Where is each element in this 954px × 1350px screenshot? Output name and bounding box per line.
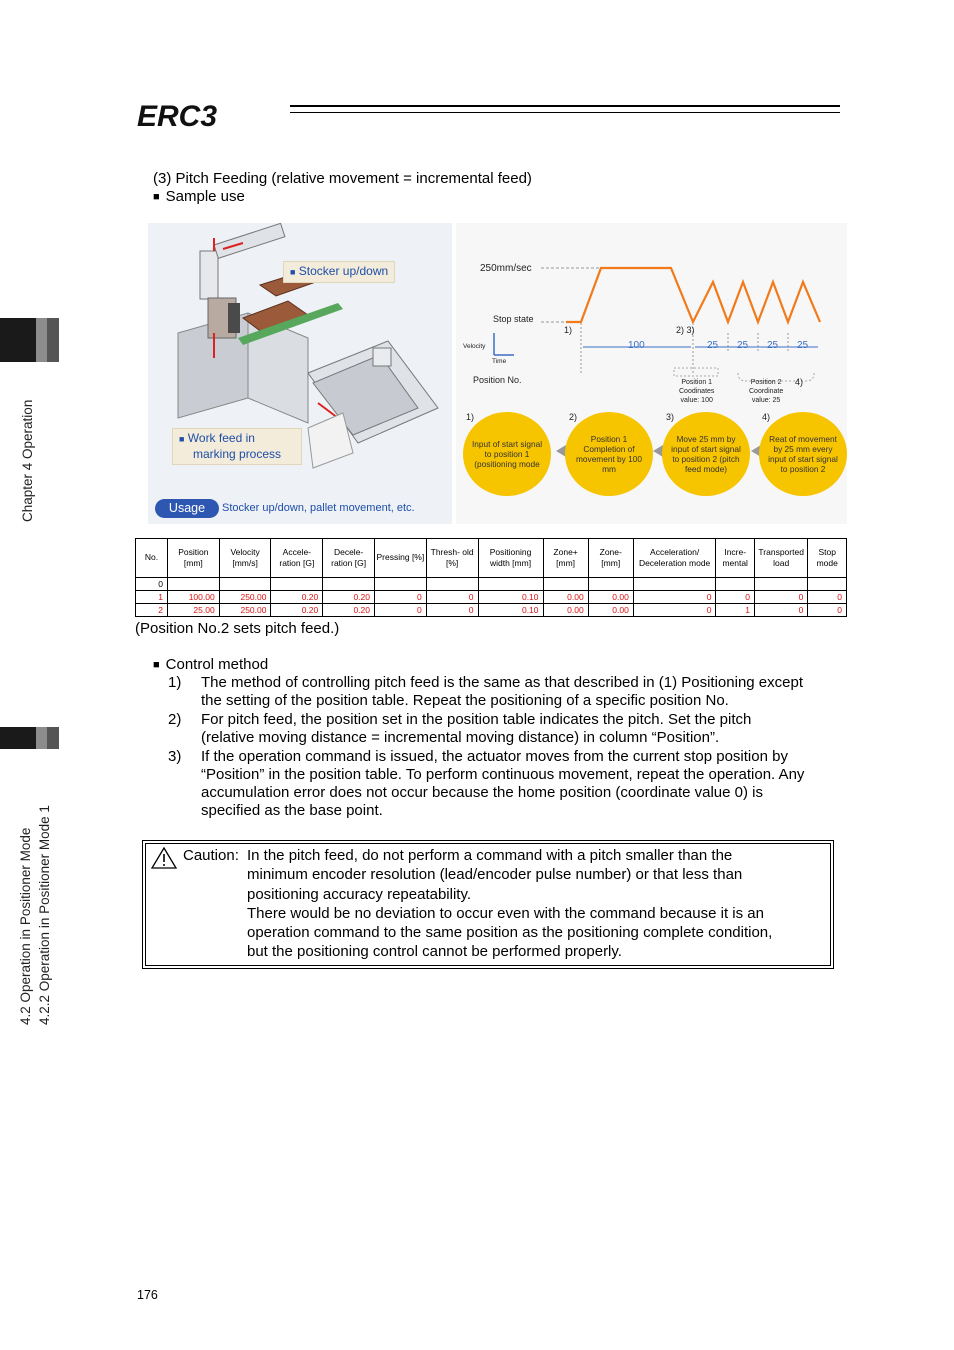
table-row bbox=[136, 578, 847, 591]
usage-pill: Usage bbox=[155, 499, 219, 518]
table-cell: 0.00 bbox=[588, 604, 633, 617]
table-cell: 0 bbox=[808, 604, 847, 617]
caution-line-2: minimum encoder resolution (lead/encoder pulse number) or that less than bbox=[247, 866, 743, 883]
table-cell: 0.00 bbox=[543, 591, 588, 604]
table-cell: 0.20 bbox=[323, 591, 375, 604]
sample-use-heading: ■ Sample use bbox=[153, 188, 245, 207]
callout-stocker: ■ Stocker up/down bbox=[283, 261, 395, 283]
table-cell: 0.00 bbox=[588, 591, 633, 604]
chapter-tab-edge bbox=[47, 318, 59, 362]
step-1-circle: Input of start signal to position 1 (positioning mode bbox=[463, 412, 551, 496]
table-cell: 0 bbox=[754, 604, 807, 617]
header-rule-thick bbox=[290, 105, 840, 107]
control-item-3-line-2: “Position” in the position table. To perform continuous movement, repeat the operation. Any bbox=[201, 766, 805, 783]
table-cell bbox=[754, 578, 807, 591]
table-cell: 0 bbox=[375, 591, 427, 604]
position-table bbox=[135, 538, 847, 617]
chapter-tab bbox=[0, 318, 36, 362]
table-cell: 1 bbox=[716, 604, 755, 617]
step-4-circle: Reat of movement by 25 mm every input of start signal to position 2 bbox=[759, 412, 847, 496]
table-cell: 0.00 bbox=[543, 604, 588, 617]
table-cell: 0 bbox=[426, 604, 478, 617]
table-row bbox=[136, 604, 847, 617]
position-1-annotation: Position 1 Coodinates value: 100 bbox=[679, 379, 715, 404]
section-label-2: 4.2.2 Operation in Positioner Mode 1 bbox=[37, 805, 52, 1025]
col-header: Acceleration/ Deceleration mode bbox=[633, 539, 716, 578]
table-cell bbox=[271, 578, 323, 591]
svg-text:ERC3: ERC3 bbox=[137, 100, 218, 132]
table-cell bbox=[323, 578, 375, 591]
table-cell: 0 bbox=[633, 604, 716, 617]
control-item-3-number: 3) bbox=[168, 748, 182, 765]
caution-line-6: but the positioning control cannot be performed properly. bbox=[247, 943, 622, 960]
table-note: (Position No.2 sets pitch feed.) bbox=[135, 620, 340, 637]
warning-triangle-icon bbox=[150, 846, 178, 870]
step-3-circle: Move 25 mm by input of start signal to position 2 (pitch feed mode) bbox=[662, 412, 750, 496]
table-cell: 0.20 bbox=[271, 604, 323, 617]
table-cell: 0 bbox=[375, 604, 427, 617]
marker-1: 1) bbox=[564, 325, 573, 335]
table-cell: 0.20 bbox=[323, 604, 375, 617]
distance-25-a: 25 bbox=[707, 340, 719, 351]
stop-state-label: Stop state bbox=[493, 314, 534, 324]
axis-velocity-label: Velocity bbox=[463, 343, 486, 350]
position-2-annotation: Position 2 Coordinate value: 25 bbox=[749, 379, 784, 404]
distance-25-d: 25 bbox=[797, 340, 809, 351]
distance-100: 100 bbox=[628, 340, 645, 351]
col-header: Decele- ration [G] bbox=[323, 539, 375, 578]
table-cell: 0 bbox=[426, 591, 478, 604]
col-header: Zone- [mm] bbox=[588, 539, 633, 578]
usage-text: Stocker up/down, pallet movement, etc. bbox=[222, 502, 415, 514]
col-header: Incre- mental bbox=[716, 539, 755, 578]
control-item-3-line-3: accumulation error does not occur because the home position (coordinate value 0) is bbox=[201, 784, 763, 801]
position-no-label: Position No. bbox=[473, 375, 522, 385]
table-header-row bbox=[136, 539, 847, 578]
col-header: Velocity [mm/s] bbox=[219, 539, 271, 578]
table-cell bbox=[426, 578, 478, 591]
control-item-2-line-1: For pitch feed, the position set in the position table indicates the pitch. Set the pitch bbox=[201, 711, 752, 728]
col-header: Transported load bbox=[754, 539, 807, 578]
table-cell bbox=[478, 578, 543, 591]
header-rule-thin bbox=[290, 112, 840, 113]
table-cell bbox=[543, 578, 588, 591]
step-3-number: 3) bbox=[666, 412, 675, 422]
callout-work-feed: ■ Work feed in marking process bbox=[172, 428, 302, 465]
table-cell bbox=[588, 578, 633, 591]
caution-line-1: In the pitch feed, do not perform a command with a pitch smaller than the bbox=[247, 847, 733, 864]
control-item-2-line-2: (relative moving distance = incremental moving distance) in column “Position”. bbox=[201, 729, 720, 746]
table-cell bbox=[716, 578, 755, 591]
axis-time-label: Time bbox=[492, 358, 507, 365]
col-header: Accele- ration [G] bbox=[271, 539, 323, 578]
table-cell: 0 bbox=[136, 578, 168, 591]
chapter-label: Chapter 4 Operation bbox=[20, 399, 35, 522]
table-cell: 1 bbox=[136, 591, 168, 604]
col-header: Positioning width [mm] bbox=[478, 539, 543, 578]
distance-25-c: 25 bbox=[767, 340, 779, 351]
control-item-1-line-1: The method of controlling pitch feed is the same as that described in (1) Positioning except bbox=[201, 674, 803, 691]
table-cell: 0 bbox=[716, 591, 755, 604]
table-cell bbox=[375, 578, 427, 591]
table-cell: 2 bbox=[136, 604, 168, 617]
table-cell: 0.10 bbox=[478, 604, 543, 617]
page-number: 176 bbox=[137, 1288, 158, 1302]
table-cell: 25.00 bbox=[167, 604, 219, 617]
step-4-number: 4) bbox=[762, 412, 771, 422]
section-heading: (3) Pitch Feeding (relative movement = incremental feed) bbox=[153, 170, 532, 187]
distance-25-b: 25 bbox=[737, 340, 749, 351]
col-header: Pressing [%] bbox=[375, 539, 427, 578]
caution-line-3: positioning accuracy repeatability. bbox=[247, 886, 472, 903]
col-header: Stop mode bbox=[808, 539, 847, 578]
table-cell: 100.00 bbox=[167, 591, 219, 604]
section-label-1: 4.2 Operation in Positioner Mode bbox=[18, 827, 33, 1025]
col-header: Zone+ [mm] bbox=[543, 539, 588, 578]
table-cell bbox=[633, 578, 716, 591]
caution-label: Caution: bbox=[183, 847, 239, 864]
caution-line-4: There would be no deviation to occur even with the command because it is an bbox=[247, 905, 764, 922]
step-1-number: 1) bbox=[466, 412, 475, 422]
marker-2-3: 2) 3) bbox=[676, 325, 695, 335]
section-tab-edge bbox=[47, 727, 59, 749]
table-cell bbox=[808, 578, 847, 591]
col-header: No. bbox=[136, 539, 168, 578]
caution-line-5: operation command to the same position as the positioning complete condition, bbox=[247, 924, 773, 941]
section-tab-accent bbox=[36, 727, 47, 749]
erc3-logo bbox=[135, 90, 285, 132]
control-item-2-number: 2) bbox=[168, 711, 182, 728]
table-cell: 250.00 bbox=[219, 591, 271, 604]
step-2-circle: Position 1 Completion of movement by 100 mm bbox=[565, 412, 653, 496]
col-header: Position [mm] bbox=[167, 539, 219, 578]
control-item-1-line-2: the setting of the position table. Repeat the positioning of a specific position No. bbox=[201, 692, 729, 709]
table-cell: 0.20 bbox=[271, 591, 323, 604]
table-cell bbox=[167, 578, 219, 591]
col-header: Thresh- old [%] bbox=[426, 539, 478, 578]
marker-4: 4) bbox=[795, 377, 804, 387]
table-row bbox=[136, 591, 847, 604]
control-item-3-line-4: specified as the base point. bbox=[201, 802, 383, 819]
table-cell: 0 bbox=[633, 591, 716, 604]
table-cell: 0 bbox=[754, 591, 807, 604]
chapter-tab-accent bbox=[36, 318, 47, 362]
control-item-3-line-1: If the operation command is issued, the actuator moves from the current stop position by bbox=[201, 748, 788, 765]
table-cell: 0 bbox=[808, 591, 847, 604]
control-item-1-number: 1) bbox=[168, 674, 182, 691]
table-cell: 250.00 bbox=[219, 604, 271, 617]
step-2-number: 2) bbox=[569, 412, 578, 422]
table-cell: 0.10 bbox=[478, 591, 543, 604]
table-cell bbox=[219, 578, 271, 591]
section-tab bbox=[0, 727, 36, 749]
control-method-heading: ■ Control method bbox=[153, 656, 268, 675]
velocity-value: 250mm/sec bbox=[480, 263, 532, 274]
